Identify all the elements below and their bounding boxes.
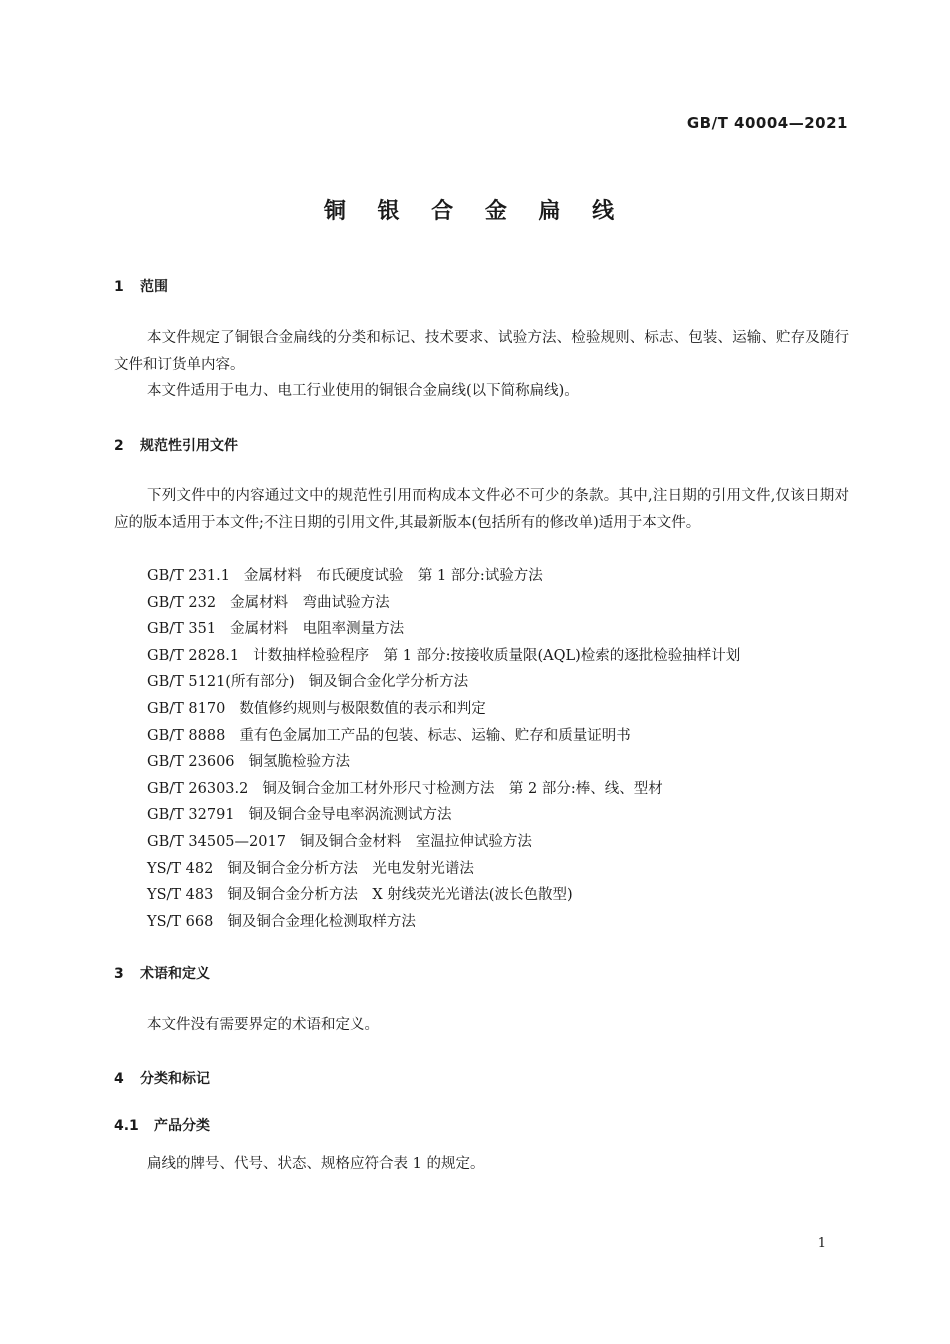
section-1-heading <box>114 276 168 296</box>
section-1-paragraph-2: 本文件适用于电力、电工行业使用的铜银合金扁线(以下简称扁线)。 <box>147 383 579 399</box>
reference-item <box>147 829 740 856</box>
reference-item <box>147 643 740 670</box>
reference-code: GB/T 23606 <box>147 754 235 771</box>
reference-code: YS/T 483 <box>147 887 214 904</box>
page-number: 1 <box>817 1236 826 1251</box>
reference-item <box>147 590 740 617</box>
reference-title: 铜及铜合金导电率涡流测试方法 <box>248 807 452 824</box>
reference-item <box>147 749 740 776</box>
reference-item <box>147 669 740 696</box>
reference-title: 铜及铜合金化学分析方法 <box>308 674 469 691</box>
section-title: 规范性引用文件 <box>140 438 238 454</box>
reference-code: YS/T 668 <box>147 913 214 930</box>
section-2-paragraph-1: 下列文件中的内容通过文中的规范性引用而构成本文件必不可少的条款。其中,注日期的引用文件,仅该日期对应的版本适用于本文件;不注日期的引用文件,其最新版本(包括所有的修改单)适用于本文件。 <box>114 488 849 531</box>
section-title: 分类和标记 <box>140 1071 210 1087</box>
reference-code: GB/T 8170 <box>147 700 226 717</box>
reference-title: 铜及铜合金分析方法 光电发射光谱法 <box>227 860 474 877</box>
reference-item <box>147 909 740 936</box>
reference-code: GB/T 8888 <box>147 727 226 744</box>
reference-item <box>147 616 740 643</box>
section-number: 4 <box>114 1071 124 1087</box>
reference-title: 计数抽样检验程序 第 1 部分:按接收质量限(AQL)检索的逐批检验抽样计划 <box>253 647 741 664</box>
reference-title: 铜及铜合金理化检测取样方法 <box>227 913 416 930</box>
reference-title: 数值修约规则与极限数值的表示和判定 <box>239 700 486 717</box>
section-title: 术语和定义 <box>140 966 210 982</box>
standard-number: GB/T 40004—2021 <box>686 114 848 132</box>
reference-title: 金属材料 弯曲试验方法 <box>230 594 390 611</box>
reference-item <box>147 563 740 590</box>
reference-code: GB/T 351 <box>147 621 217 638</box>
reference-item <box>147 882 740 909</box>
reference-title: 金属材料 电阻率测量方法 <box>230 621 405 638</box>
reference-item <box>147 856 740 883</box>
reference-title: 重有色金属加工产品的包装、标志、运输、贮存和质量证明书 <box>239 727 631 744</box>
reference-title: 铜及铜合金分析方法 X 射线荧光光谱法(波长色散型) <box>227 887 573 904</box>
reference-title: 铜及铜合金加工材外形尺寸检测方法 第 2 部分:棒、线、型材 <box>262 780 663 797</box>
reference-code: GB/T 231.1 <box>147 568 230 584</box>
section-number: 1 <box>114 279 124 295</box>
reference-code: GB/T 26303.2 <box>147 780 249 797</box>
section-2-heading <box>114 435 238 455</box>
reference-item <box>147 696 740 723</box>
reference-title: 金属材料 布氏硬度试验 第 1 部分:试验方法 <box>243 568 543 584</box>
section-4-1-heading <box>114 1115 210 1135</box>
section-4-heading <box>114 1068 210 1088</box>
reference-item <box>147 723 740 750</box>
reference-title: 铜氢脆检验方法 <box>248 754 351 771</box>
reference-title: 铜及铜合金材料 室温拉伸试验方法 <box>299 833 532 850</box>
section-title: 范围 <box>140 279 168 295</box>
normative-reference-list <box>147 563 740 935</box>
reference-code: GB/T 2828.1 <box>147 647 240 664</box>
document-title: 铜 银 合 金 扁 线 <box>323 199 627 224</box>
section-number: 2 <box>114 438 124 454</box>
section-1-paragraph-1: 本文件规定了铜银合金扁线的分类和标记、技术要求、试验方法、检验规则、标志、包装、运输、贮存及随行文件和订货单内容。 <box>114 330 849 373</box>
section-title: 产品分类 <box>154 1118 210 1134</box>
section-4-1-paragraph-1: 扁线的牌号、代号、状态、规格应符合表 1 的规定。 <box>147 1156 485 1172</box>
reference-code: GB/T 232 <box>147 594 217 611</box>
reference-code: YS/T 482 <box>147 860 214 877</box>
section-3-heading <box>114 963 210 983</box>
reference-code: GB/T 34505—2017 <box>147 833 286 850</box>
reference-code: GB/T 5121(所有部分) <box>147 674 295 691</box>
reference-item <box>147 802 740 829</box>
reference-item <box>147 776 740 803</box>
section-number: 4.1 <box>114 1118 139 1134</box>
section-3-paragraph-1: 本文件没有需要界定的术语和定义。 <box>147 1017 379 1033</box>
section-number: 3 <box>114 966 124 982</box>
reference-code: GB/T 32791 <box>147 807 235 824</box>
